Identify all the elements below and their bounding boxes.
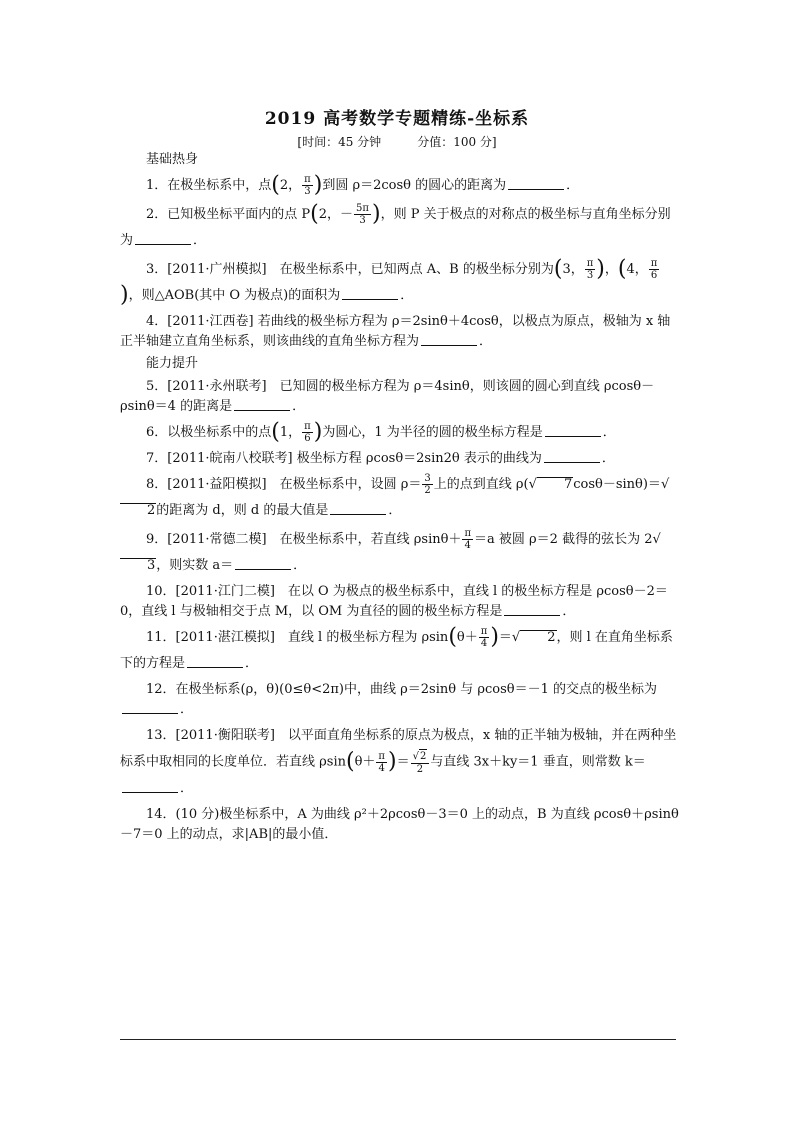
question-3: 3．[2011·广州模拟] 在极坐标系中，已知两点 A、B 的极坐标分别为(3， $\frac{\pi}{3}$ )，(4， $\frac{\pi}{6}$ )，则△AOB(其中 O 为极点)的面积为 ． (120, 256, 658, 308)
q9-text: 9．[2011·常德二模] 在极坐标系中，若直线 ρsinθ＋ (146, 532, 462, 547)
fraction: $\frac{5\pi}{3}$ (356, 203, 369, 226)
q13-text-2: 与直线 3x＋ky＝1 垂直，则常数 k＝ (430, 754, 646, 770)
q9-text-2: ，则实数 a＝ (156, 558, 234, 573)
answer-blank[interactable] (235, 556, 291, 570)
answer-blank[interactable] (544, 449, 600, 463)
question-7: 7．[2011·皖南八校联考] 极坐标方程 ρcosθ＝2sin2θ 表示的曲线为 ． (146, 451, 615, 466)
question-1: 1．在极坐标系中，点(2， $\frac{\pi}{3}$ )到圆 ρ＝2cosθ 的圆心的距离为 ． (146, 172, 580, 198)
q1-point: 2， (279, 178, 302, 193)
q1-text-2: 到圆 ρ＝2cosθ 的圆心的距离为 (322, 178, 507, 193)
fraction: $\frac{\pi}{4}$ (378, 750, 385, 774)
sqrt-2: 2 (120, 503, 156, 517)
q11-text: 11．[2011·湛江模拟] 直线 l 的极坐标方程为 ρsin (146, 630, 449, 645)
question-list (120, 148, 680, 845)
q3-text-2: ，则△AOB(其中 O 为极点)的面积为 (128, 288, 341, 303)
answer-blank[interactable] (135, 231, 191, 245)
q2-text: 2．已知极坐标平面内的点 P (146, 207, 311, 222)
fraction: $\frac{\pi}{4}$ (480, 626, 488, 649)
score-label: 分值：100 分] (417, 135, 497, 149)
question-5: 5．[2011·永州联考] 已知圆的极坐标方程为 ρ＝4sinθ，则该圆的圆心到直线 ρcosθ－ρsinθ＝4 的距离是 ． (120, 379, 655, 414)
q11-text-2: ，则 l 在直角坐标系下的方程是 (120, 630, 673, 671)
q14-text: 14．(10 分)极坐标系中，A 为曲线 ρ²＋2ρcosθ－3＝0 上的动点，B 为直线 ρcosθ＋ρsinθ－7＝0 上的动点，求|AB|的最小值． (120, 806, 679, 842)
q4-text: 4．[2011·江西卷] 若曲线的极坐标方程为 ρ＝2sinθ＋4cosθ，以极点为原点，极轴为 x 轴正半轴建立直角坐标系，则该曲线的直角坐标方程为 (120, 314, 671, 349)
q10-text: 10．[2011·江门二模] 在以 O 为极点的极坐标系中，直线 l 的极坐标方程是 ρcosθ－2＝0，直线 l 与极轴相交于点 M，以 OM 为直径的圆的极坐标方程是 (120, 584, 668, 619)
section-basic: 基础热身 (146, 152, 199, 167)
question-13: 13．[2011·衡阳联考] 以平面直角坐标系的原点为极点，x 轴的正半轴为极轴，并在两种坐标系中取相同的长度单位．若直线 ρsin(θ＋ $\frac{\pi}{4}$ )＝ $\frac{√2}{2}$ 与直线 3x＋ky＝1 垂直，则常数 k＝． (120, 728, 677, 796)
answer-blank[interactable] (122, 779, 178, 793)
question-9: 9．[2011·常德二模] 在极坐标系中，若直线 ρsinθ＋ $\frac{\pi}{4}$ ＝a 被圆 ρ＝2 截得的弦长为 2√3，则实数 a＝ ． (120, 527, 680, 579)
time-label: [时间：45 分钟 (297, 135, 382, 149)
question-14 (120, 805, 680, 845)
answer-blank[interactable] (330, 501, 386, 515)
fraction: $\frac{\pi}{4}$ (464, 528, 472, 551)
question-11: 11．[2011·湛江模拟] 直线 l 的极坐标方程为 ρsin(θ＋ $\frac{\pi}{4}$ )＝√ 2，则 l 在直角坐标系下的方程是 ． (120, 624, 673, 671)
question-12: 12．在极坐标系(ρ，θ)(0≤θ<2π)中，曲线 ρ＝2sinθ 与 ρcosθ＝－1 的交点的极坐标为． (120, 680, 680, 720)
q8-text-2: 的距离为 d，则 d 的最大值是 (156, 503, 329, 518)
q7-text: 7．[2011·皖南八校联考] 极坐标方程 ρcosθ＝2sin2θ 表示的曲线为 (146, 451, 542, 466)
section-improve: 能力提升 (146, 356, 199, 371)
answer-blank[interactable] (234, 397, 290, 411)
question-2: 2．已知极坐标平面内的点 P(2，－ $\frac{5\pi}{3}$ )，则 P 关于极点的对称点的极坐标与直角坐标分别为 ． (120, 201, 671, 248)
q6-text: 6．以极坐标系中的点 (146, 425, 272, 440)
question-4: 4．[2011·江西卷] 若曲线的极坐标方程为 ρ＝2sinθ＋4cosθ，以极点为原点，极轴为 x 轴正半轴建立直角坐标系，则该曲线的直角坐标方程为 ． (120, 314, 671, 349)
q8-text: 8．[2011·益阳模拟] 在极坐标系中，设圆 ρ＝ (146, 477, 422, 492)
footer-divider (120, 1039, 676, 1040)
fraction: $\frac{\pi}{3}$ (304, 174, 311, 197)
fraction: $\frac{\pi}{3}$ (586, 258, 594, 281)
q3-text: 3．[2011·广州模拟] 在极坐标系中，已知两点 A、B 的极坐标分别为 (146, 262, 554, 277)
q2-point: 2，－ (318, 207, 354, 222)
sqrt-3: 3 (120, 558, 156, 572)
answer-blank[interactable] (504, 602, 560, 616)
fraction: $\frac{\pi}{6}$ (304, 421, 311, 444)
fraction: $\frac{3}{2}$ (424, 473, 431, 496)
answer-blank[interactable] (187, 654, 243, 668)
q12-text: 12．在极坐标系(ρ，θ)(0≤θ<2π)中，曲线 ρ＝2sinθ 与 ρcosθ＝－1 的交点的极坐标为 (146, 682, 657, 697)
answer-blank[interactable] (122, 700, 178, 714)
fraction: $\frac{\pi}{6}$ (650, 258, 658, 281)
answer-blank[interactable] (545, 423, 601, 437)
question-8: 8．[2011·益阳模拟] 在极坐标系中，设圆 ρ＝ $\frac{3}{2}$ 上的点到直线 ρ(√ 7cosθ－sinθ)＝√2的距离为 d，则 d 的最大值是 ． (120, 472, 680, 524)
q6-text-2: 为圆心，1 为半径的圆的极坐标方程是 (322, 425, 543, 440)
answer-blank[interactable] (342, 286, 398, 300)
sqrt-2: 2 (520, 630, 556, 644)
q2-text-2: ，则 P 关于极点的对称点的极坐标与直角坐标分别为 (120, 207, 671, 248)
question-10: 10．[2011·江门二模] 在以 O 为极点的极坐标系中，直线 l 的极坐标方程是 ρcosθ－2＝0，直线 l 与极轴相交于点 M，以 OM 为直径的圆的极坐标方程是 ． (120, 584, 668, 619)
q1-text: 1．在极坐标系中，点 (146, 178, 272, 193)
sqrt-7: 7 (537, 477, 573, 491)
q13-text: 13．[2011·衡阳联考] 以平面直角坐标系的原点为极点，x 轴的正半轴为极轴，并在两种坐标系中取相同的长度单位．若直线 ρsin (120, 728, 677, 770)
q5-text: 5．[2011·永州联考] 已知圆的极坐标方程为 ρ＝4sinθ，则该圆的圆心到直线 ρcosθ－ρsinθ＝4 的距离是 (120, 379, 655, 414)
answer-blank[interactable] (508, 176, 564, 190)
document-title: 2019 高考数学专题精练-坐标系 (264, 109, 530, 129)
answer-blank[interactable] (421, 332, 477, 346)
question-6: 6．以极坐标系中的点(1， $\frac{\pi}{6}$ )为圆心，1 为半径的圆的极坐标方程是 ． (146, 419, 616, 445)
fraction: $\frac{√2}{2}$ (411, 749, 430, 775)
